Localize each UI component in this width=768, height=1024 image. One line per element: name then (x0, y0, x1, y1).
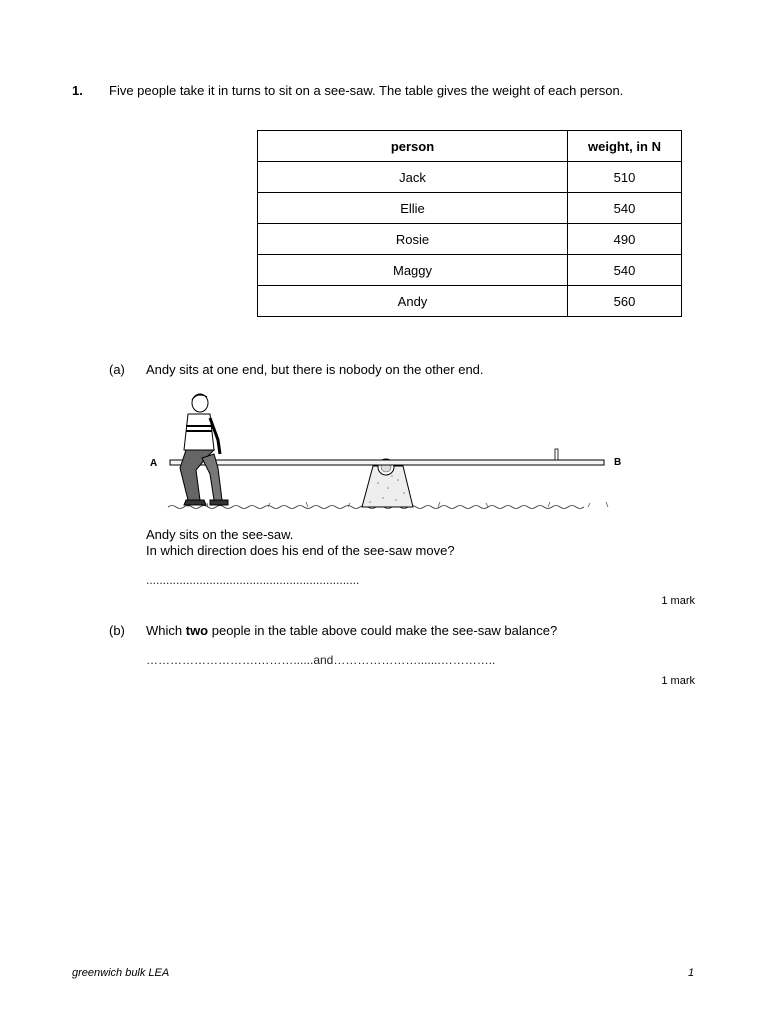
person-cell: Maggy (258, 255, 568, 286)
weight-cell: 510 (568, 162, 682, 193)
handle-b (555, 449, 558, 460)
part-b-answer-line[interactable]: ……………………….………......and………………….......………….. (146, 653, 496, 667)
andy-figure (180, 394, 228, 505)
part-b-mark: 1 mark (661, 675, 695, 687)
part-a-line2: In which direction does his end of the see-saw move? (146, 543, 455, 558)
part-a-label: (a) (109, 362, 125, 377)
header-weight: weight, in N (568, 131, 682, 162)
page-number: 1 (688, 967, 695, 979)
person-cell: Rosie (258, 224, 568, 255)
table-row (258, 224, 682, 255)
seesaw-diagram (148, 388, 623, 516)
part-b-question (146, 623, 557, 638)
end-a-label: A (150, 458, 158, 469)
weight-cell: 490 (568, 224, 682, 255)
person-cell: Ellie (258, 193, 568, 224)
part-b-text-after: people in the table above could make the see-saw balance? (208, 623, 558, 638)
table-row (258, 193, 682, 224)
table-header-row (258, 131, 682, 162)
seesaw-plank (170, 460, 604, 465)
part-b-label: (b) (109, 623, 125, 638)
question-number: 1. (72, 83, 83, 98)
table-row (258, 286, 682, 317)
person-cell: Jack (258, 162, 568, 193)
weight-cell: 560 (568, 286, 682, 317)
end-b-label: B (614, 457, 622, 468)
person-cell: Andy (258, 286, 568, 317)
part-a-line1: Andy sits on the see-saw. (146, 527, 294, 542)
part-b-text-before: Which (146, 623, 186, 638)
table-row (258, 162, 682, 193)
header-person: person (258, 131, 568, 162)
question-intro: Five people take it in turns to sit on a see-saw. The table gives the weight of each person. (109, 83, 624, 98)
weight-cell: 540 (568, 193, 682, 224)
part-a-mark: 1 mark (661, 595, 695, 607)
weight-cell: 540 (568, 255, 682, 286)
weights-table (257, 130, 682, 317)
table-row (258, 255, 682, 286)
part-b-text-bold: two (185, 623, 209, 638)
part-a-text: Andy sits at one end, but there is nobody on the other end. (146, 362, 484, 377)
footer-source: greenwich bulk LEA (72, 967, 170, 979)
part-a-answer-line[interactable]: ................................................................ (146, 573, 360, 587)
